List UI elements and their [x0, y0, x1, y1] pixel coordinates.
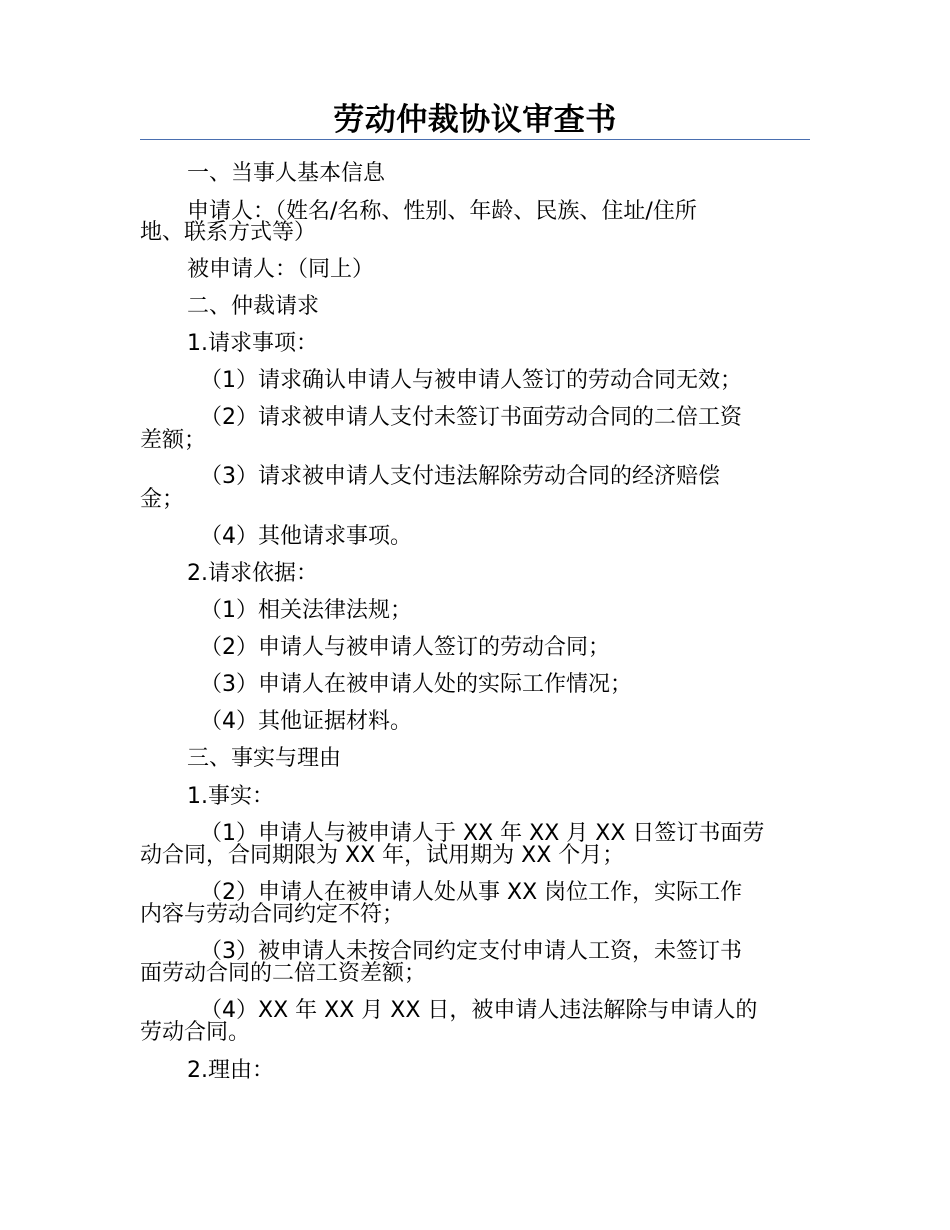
basis-item-2: （2）申请人与被申请人签订的劳动合同；	[200, 635, 610, 660]
claim-item-3-cont: 金；	[140, 487, 185, 512]
fact-item-4: （4）XX 年 XX 月 XX 日，被申请人违法解除与申请人的	[200, 998, 758, 1023]
applicant-line-cont: 地、联系方式等）	[140, 220, 317, 245]
respondent-line: 被申请人：（同上）	[187, 257, 375, 282]
claim-item-3: （3）请求被申请人支付违法解除劳动合同的经济赔偿	[200, 464, 720, 489]
claims-items-heading: 1.请求事项：	[187, 331, 318, 356]
fact-item-4-cont: 劳动合同。	[140, 1020, 251, 1045]
fact-item-3-cont: 面劳动合同的二倍工资差额；	[140, 961, 427, 986]
basis-item-1: （1）相关法律法规；	[200, 598, 412, 623]
claim-item-2-cont: 差额；	[140, 428, 207, 453]
section-heading-parties: 一、当事人基本信息	[187, 161, 386, 186]
section-heading-facts-reasons: 三、事实与理由	[187, 746, 342, 771]
fact-item-2-cont: 内容与劳动合同约定不符；	[140, 902, 405, 927]
claim-item-2: （2）请求被申请人支付未签订书面劳动合同的二倍工资	[200, 405, 742, 430]
claim-item-1: （1）请求确认申请人与被申请人签订的劳动合同无效；	[200, 368, 742, 393]
fact-item-1: （1）申请人与被申请人于 XX 年 XX 月 XX 日签订书面劳	[200, 821, 765, 846]
basis-item-3: （3）申请人在被申请人处的实际工作情况；	[200, 672, 632, 697]
claims-basis-heading: 2.请求依据：	[187, 561, 318, 586]
fact-item-1-cont: 动合同，合同期限为 XX 年，试用期为 XX 个月；	[140, 843, 625, 868]
fact-item-2: （2）申请人在被申请人处从事 XX 岗位工作，实际工作	[200, 880, 743, 905]
reasons-heading: 2.理由：	[187, 1058, 274, 1083]
claim-item-4: （4）其他请求事项。	[200, 524, 412, 549]
basis-item-4: （4）其他证据材料。	[200, 709, 412, 734]
facts-heading: 1.事实：	[187, 784, 274, 809]
section-heading-claims: 二、仲裁请求	[187, 294, 320, 319]
applicant-line: 申请人：（姓名/名称、性别、年龄、民族、住址/住所	[187, 199, 697, 224]
document-title: 劳动仲裁协议审查书	[333, 102, 617, 138]
fact-item-3: （3）被申请人未按合同约定支付申请人工资，未签订书	[200, 939, 742, 964]
title-underline	[140, 139, 810, 140]
